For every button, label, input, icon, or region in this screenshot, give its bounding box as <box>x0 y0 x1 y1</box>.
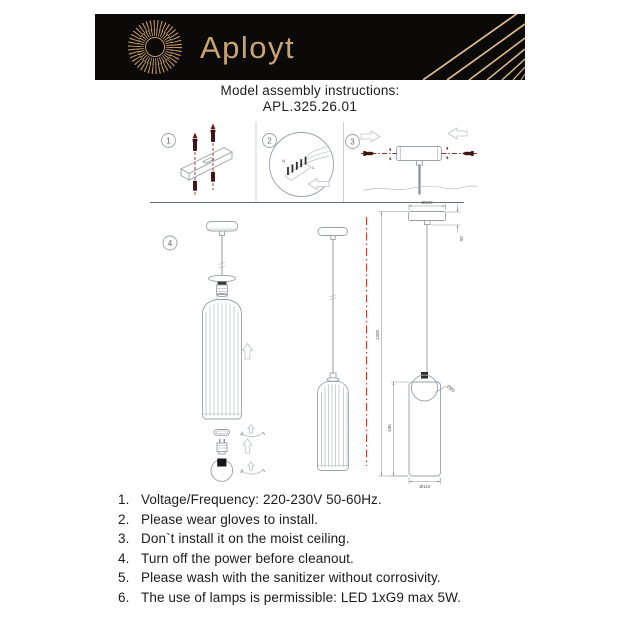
instruction-item-5 <box>118 568 558 588</box>
dim-shade-diameter <box>409 478 441 489</box>
step1-bracket-diagram <box>162 124 233 198</box>
item-number: 2. <box>118 511 130 527</box>
dim-shade-height <box>387 382 409 476</box>
svg-text:Ø100: Ø100 <box>421 200 433 206</box>
svg-text:435: 435 <box>386 424 392 432</box>
exploded-canopy <box>207 222 238 236</box>
item-text: The use of lamps is permissible: LED 1xG9 max 5W. <box>141 589 462 605</box>
dim-total-height <box>375 212 408 477</box>
brand-name: Aployt <box>200 30 296 65</box>
item-number: 1. <box>118 492 130 507</box>
svg-text:Ø80: Ø80 <box>445 383 456 394</box>
instruction-item-6 <box>118 588 558 608</box>
push-arrow-icon <box>308 179 329 190</box>
item-number: 5. <box>118 570 130 585</box>
instruction-item-1 <box>118 490 558 510</box>
item-number: 4. <box>118 550 130 566</box>
insert-arrow-left-icon <box>361 131 380 142</box>
model-number: APL.325.26.01 <box>262 99 358 114</box>
item-text: Turn off the power before cleanout. <box>141 550 354 566</box>
step1-number: 1 <box>166 136 171 146</box>
lamp-holder-assembly <box>209 275 236 299</box>
wire-label-l: L <box>312 165 315 170</box>
item-text: Please wear gloves to install. <box>141 511 319 527</box>
step2-number: 2 <box>267 136 272 146</box>
instructions-list <box>118 490 558 607</box>
assembly-diagrams <box>0 115 620 497</box>
step4-exploded-view-diagram <box>163 222 265 482</box>
twist-install-icon <box>240 462 265 474</box>
item-text: Please wash with the sanitizer without corrosivity. <box>141 570 441 585</box>
dimension-drawing <box>375 200 464 489</box>
dim-canopy-height <box>431 205 464 242</box>
g9-bulb <box>211 459 233 482</box>
svg-text:1300: 1300 <box>374 329 380 341</box>
svg-text:Ø110: Ø110 <box>419 483 431 489</box>
item-number: 6. <box>118 589 130 605</box>
instruction-item-2 <box>118 510 558 530</box>
shade-retaining-ring <box>214 430 230 436</box>
dim-canopy-diameter <box>409 200 446 210</box>
dim-bulb-diameter <box>436 384 457 394</box>
step4-number: 4 <box>167 238 173 248</box>
instruction-item-3 <box>118 529 558 549</box>
item-text: Don`t install it on the moist ceiling. <box>141 531 350 546</box>
item-text: Voltage/Frequency: 220-230V 50-60Hz. <box>141 492 382 507</box>
twist-install-icon <box>240 425 265 437</box>
item-number: 3. <box>118 531 130 546</box>
wire-label-n: N <box>281 158 286 164</box>
step3-number: 3 <box>350 137 355 147</box>
fluted-glass-shade <box>203 300 242 420</box>
svg-text:25: 25 <box>459 235 464 242</box>
step2-wiring-diagram <box>263 133 334 197</box>
instruction-item-4 <box>118 549 558 569</box>
assembled-lamp-drawing <box>318 228 349 471</box>
up-arrow-small-icon <box>243 439 252 453</box>
terminal-block-detail <box>282 147 330 181</box>
sheet-header <box>0 83 620 114</box>
step3-canopy-mounting-diagram <box>346 128 478 195</box>
sheet-title: Model assembly instructions: <box>220 83 400 98</box>
g9-socket <box>217 439 227 454</box>
brand-banner <box>95 14 525 80</box>
insert-arrow-right-icon <box>448 128 467 139</box>
up-arrow-icon <box>243 344 253 360</box>
